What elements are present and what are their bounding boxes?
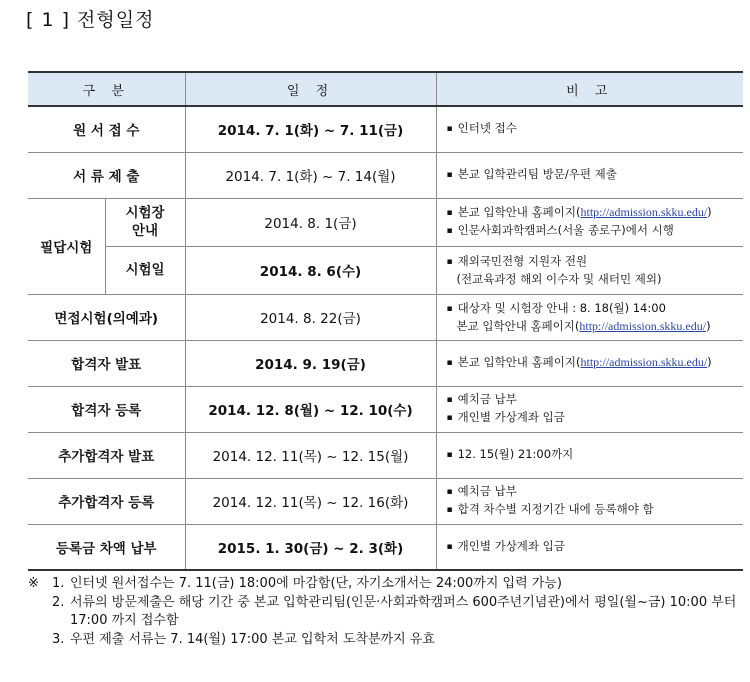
row-remarks: ▪ 12. 15(월) 21:00까지	[436, 432, 743, 478]
row-category: 필답시험	[28, 198, 105, 294]
reference-mark: ※	[28, 576, 39, 591]
table-row	[28, 524, 743, 570]
row-date: 2014. 12. 8(월) ~ 12. 10(수)	[185, 386, 436, 432]
row-remarks: ▪ 본교 입학관리팀 방문/우편 제출	[436, 152, 743, 198]
row-date: 2014. 12. 11(목) ~ 12. 16(화)	[185, 478, 436, 524]
table-header-row	[28, 72, 743, 106]
row-remarks: ▪ 인터넷 접수	[436, 106, 743, 152]
row-remarks: ▪ 재외국민전형 지원자 전원 (전교육과정 해외 이수자 및 새터민 제외)	[436, 246, 743, 294]
row-category: 등록금 차액 납부	[28, 524, 185, 570]
row-subcategory: 시험장 안내	[105, 198, 185, 246]
row-date: 2014. 8. 1(금)	[185, 198, 436, 246]
row-remarks: ▪ 대상자 및 시험장 안내 : 8. 18(월) 14:00 본교 입학안내 홈페이지(http://admission.skku.edu/)	[436, 294, 743, 340]
header-schedule: 일 정	[185, 72, 436, 106]
row-date: 2014. 12. 11(목) ~ 12. 15(월)	[185, 432, 436, 478]
table-row	[28, 340, 743, 386]
table-row	[28, 152, 743, 198]
section-title: [ 1 ] 전형일정	[26, 9, 155, 31]
footnote-item: 1. 인터넷 원서접수는 7. 11(금) 18:00에 마감함(단, 자기소개서는 24:00까지 입력 가능)	[52, 576, 562, 591]
row-category: 합격자 발표	[28, 340, 185, 386]
row-remarks: ▪ 본교 입학안내 홈페이지(http://admission.skku.edu/)	[436, 340, 743, 386]
row-date: 2014. 9. 19(금)	[185, 340, 436, 386]
row-category: 추가합격자 등록	[28, 478, 185, 524]
row-remarks: ▪ 개인별 가상계좌 입금	[436, 524, 743, 570]
row-date: 2014. 8. 6(수)	[185, 246, 436, 294]
row-category: 서 류 제 출	[28, 152, 185, 198]
table-row	[28, 386, 743, 432]
row-category: 합격자 등록	[28, 386, 185, 432]
table-row	[28, 478, 743, 524]
row-category: 면접시험(의예과)	[28, 294, 185, 340]
row-date: 2014. 7. 1(화) ~ 7. 11(금)	[185, 106, 436, 152]
row-category: 추가합격자 발표	[28, 432, 185, 478]
table-row	[28, 106, 743, 152]
admission-link[interactable]: http://admission.skku.edu/	[580, 355, 708, 369]
row-remarks: ▪ 예치금 납부 ▪ 합격 차수별 지정기간 내에 등록해야 함	[436, 478, 743, 524]
row-date: 2015. 1. 30(금) ~ 2. 3(화)	[185, 524, 436, 570]
footnotes	[28, 575, 743, 649]
row-category: 원 서 접 수	[28, 106, 185, 152]
footnote-item: 2. 서류의 방문제출은 해당 기간 중 본교 입학관리팀(인문·사회과학캠퍼스 600주년기념관)에서 평일(월~금) 10:00 부터 17:00 까지 접수함	[52, 594, 737, 628]
table-row	[28, 294, 743, 340]
footnote-item: 3. 우편 제출 서류는 7. 14(월) 17:00 본교 입학처 도착분까지 유효	[52, 631, 435, 647]
schedule-table	[28, 71, 743, 571]
admission-link[interactable]: http://admission.skku.edu/	[580, 205, 708, 219]
table-row	[28, 432, 743, 478]
header-category: 구 분	[28, 72, 185, 106]
row-date: 2014. 7. 1(화) ~ 7. 14(월)	[185, 152, 436, 198]
row-subcategory: 시험일	[105, 246, 185, 294]
row-remarks: ▪ 예치금 납부 ▪ 개인별 가상계좌 입금	[436, 386, 743, 432]
header-remarks: 비 고	[436, 72, 743, 106]
row-remarks: ▪ 본교 입학안내 홈페이지(http://admission.skku.edu/) ▪ 인문사회과학캠퍼스(서울 종로구)에서 시행	[436, 198, 743, 246]
row-date: 2014. 8. 22(금)	[185, 294, 436, 340]
table-row	[28, 198, 743, 246]
admission-link[interactable]: http://admission.skku.edu/	[579, 318, 707, 333]
table-row	[28, 246, 743, 294]
